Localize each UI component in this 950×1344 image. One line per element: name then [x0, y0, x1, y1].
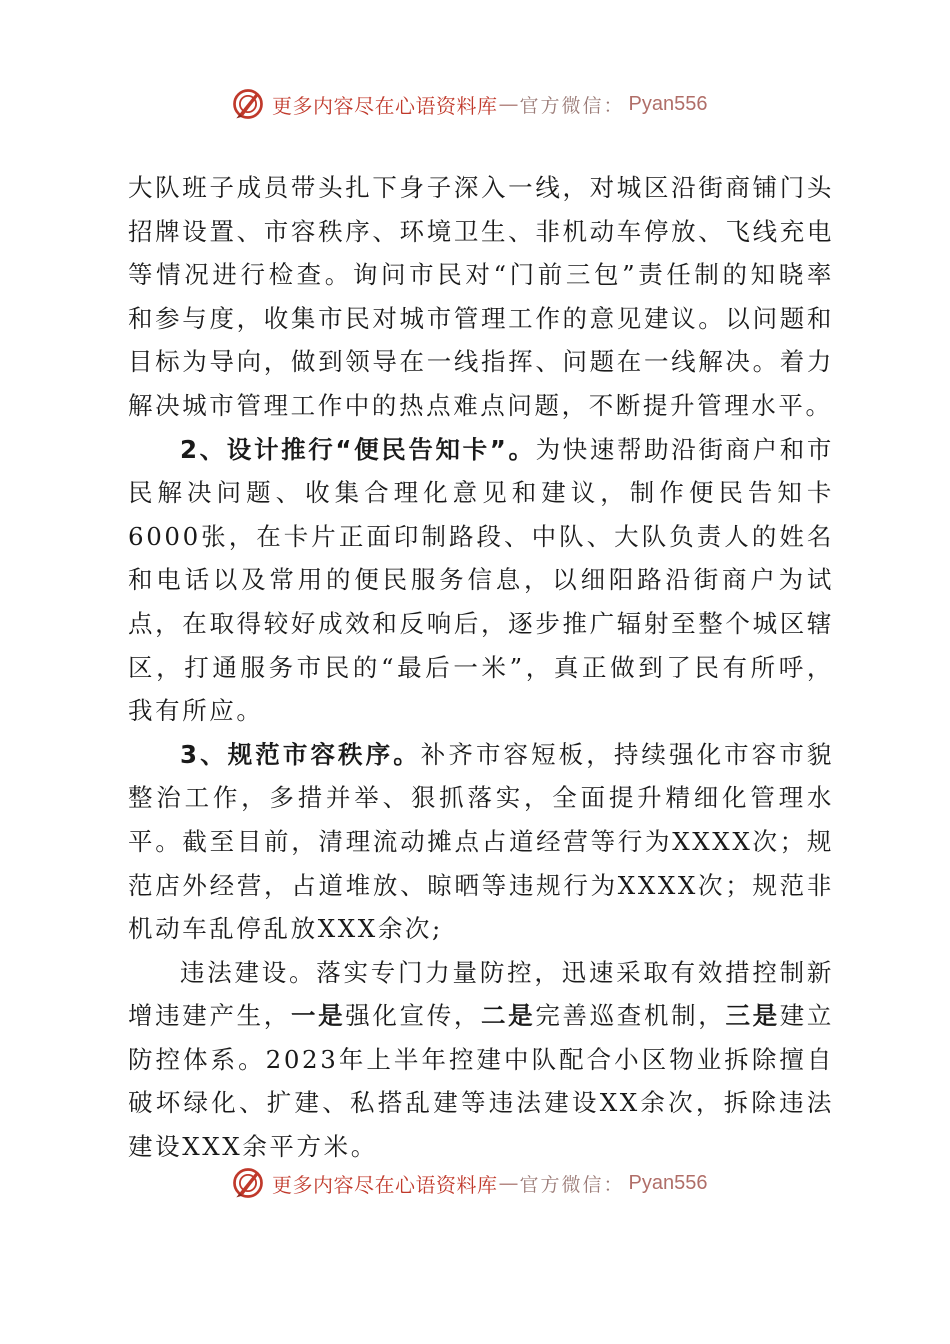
paragraph-4-second-item: 完善巡查机制，: [535, 1001, 726, 1031]
paragraph-3: [128, 733, 834, 951]
paragraph-4-third-item: 建立防控体系。2023年上半年控建中队配合小区物业拆除擅自破坏绿化、扩建、私搭乱建等违法建设XX余次，拆除违法建设XXX余平方米。: [128, 1001, 835, 1162]
paragraph-2: [128, 428, 834, 733]
paragraph-4-intro: 违法建设。落实专门力量防控，迅速采取有效措控制新增违建产生，: [128, 957, 834, 1031]
paragraph-3-heading: 3、规范市容秩序。: [180, 739, 421, 769]
paragraph-2-heading: 2、设计推行“便民告知卡”。: [180, 434, 536, 464]
watermark-official-label: 官方微信：: [519, 1173, 625, 1196]
watermark-separator: —: [498, 92, 519, 116]
watermark-title: 更多内容尽在心语资料库: [272, 93, 498, 118]
paragraph-4-first-marker: 一是: [290, 1001, 346, 1031]
paragraph-4: [128, 951, 834, 1169]
watermark-banner-bottom: [230, 1163, 750, 1203]
watermark-official-label: 官方微信：: [519, 94, 625, 117]
paragraph-4-first-item: 强化宣传，: [345, 1001, 482, 1031]
watermark-banner-top: [230, 84, 750, 124]
document-body: [128, 166, 834, 1169]
seal-pen-logo-icon: [230, 1165, 266, 1201]
paragraph-1: 大队班子成员带头扎下身子深入一线，对城区沿街商铺门头招牌设置、市容秩序、环境卫生、非机动车停放、飞线充电等情况进行检查。询问市民对“门前三包”责任制的知晓率和参与度，收集市民对城市管理工作的意见建议。以问题和目标为导向，做到领导在一线指挥、问题在一线解决。着力解决城市管理工作中的热点难点问题，不断提升管理水平。: [128, 173, 834, 420]
watermark-title: 更多内容尽在心语资料库: [272, 1172, 498, 1197]
watermark-separator: —: [498, 1171, 519, 1195]
paragraph-3-body: 补齐市容短板，持续强化市容市貌整治工作，多措并举、狠抓落实，全面提升精细化管理水平。截至目前，清理流动摊点占道经营等行为XXXX次；规范店外经营，占道堆放、晾晒等违规行为XXXX次；规范非机动车乱停乱放XXX余次;: [128, 739, 835, 944]
seal-pen-logo-icon: [230, 86, 266, 122]
paragraph-4-third-marker: 三是: [725, 1001, 780, 1031]
watermark-wechat-id: Pyan556: [628, 92, 708, 115]
watermark-wechat-id: Pyan556: [628, 1171, 708, 1194]
paragraph-4-second-marker: 二是: [481, 1001, 536, 1031]
paragraph-2-body: 为快速帮助沿街商户和市民解决问题、收集合理化意见和建议，制作便民告知卡6000张，在卡片正面印制路段、中队、大队负责人的姓名和电话以及常用的便民服务信息，以细阳路沿街商户为试点，在取得较好成效和反响后，逐步推广辐射至整个城区辖区，打通服务市民的“最后一米”，真正做到了民有所呼，我有所应。: [128, 434, 834, 726]
